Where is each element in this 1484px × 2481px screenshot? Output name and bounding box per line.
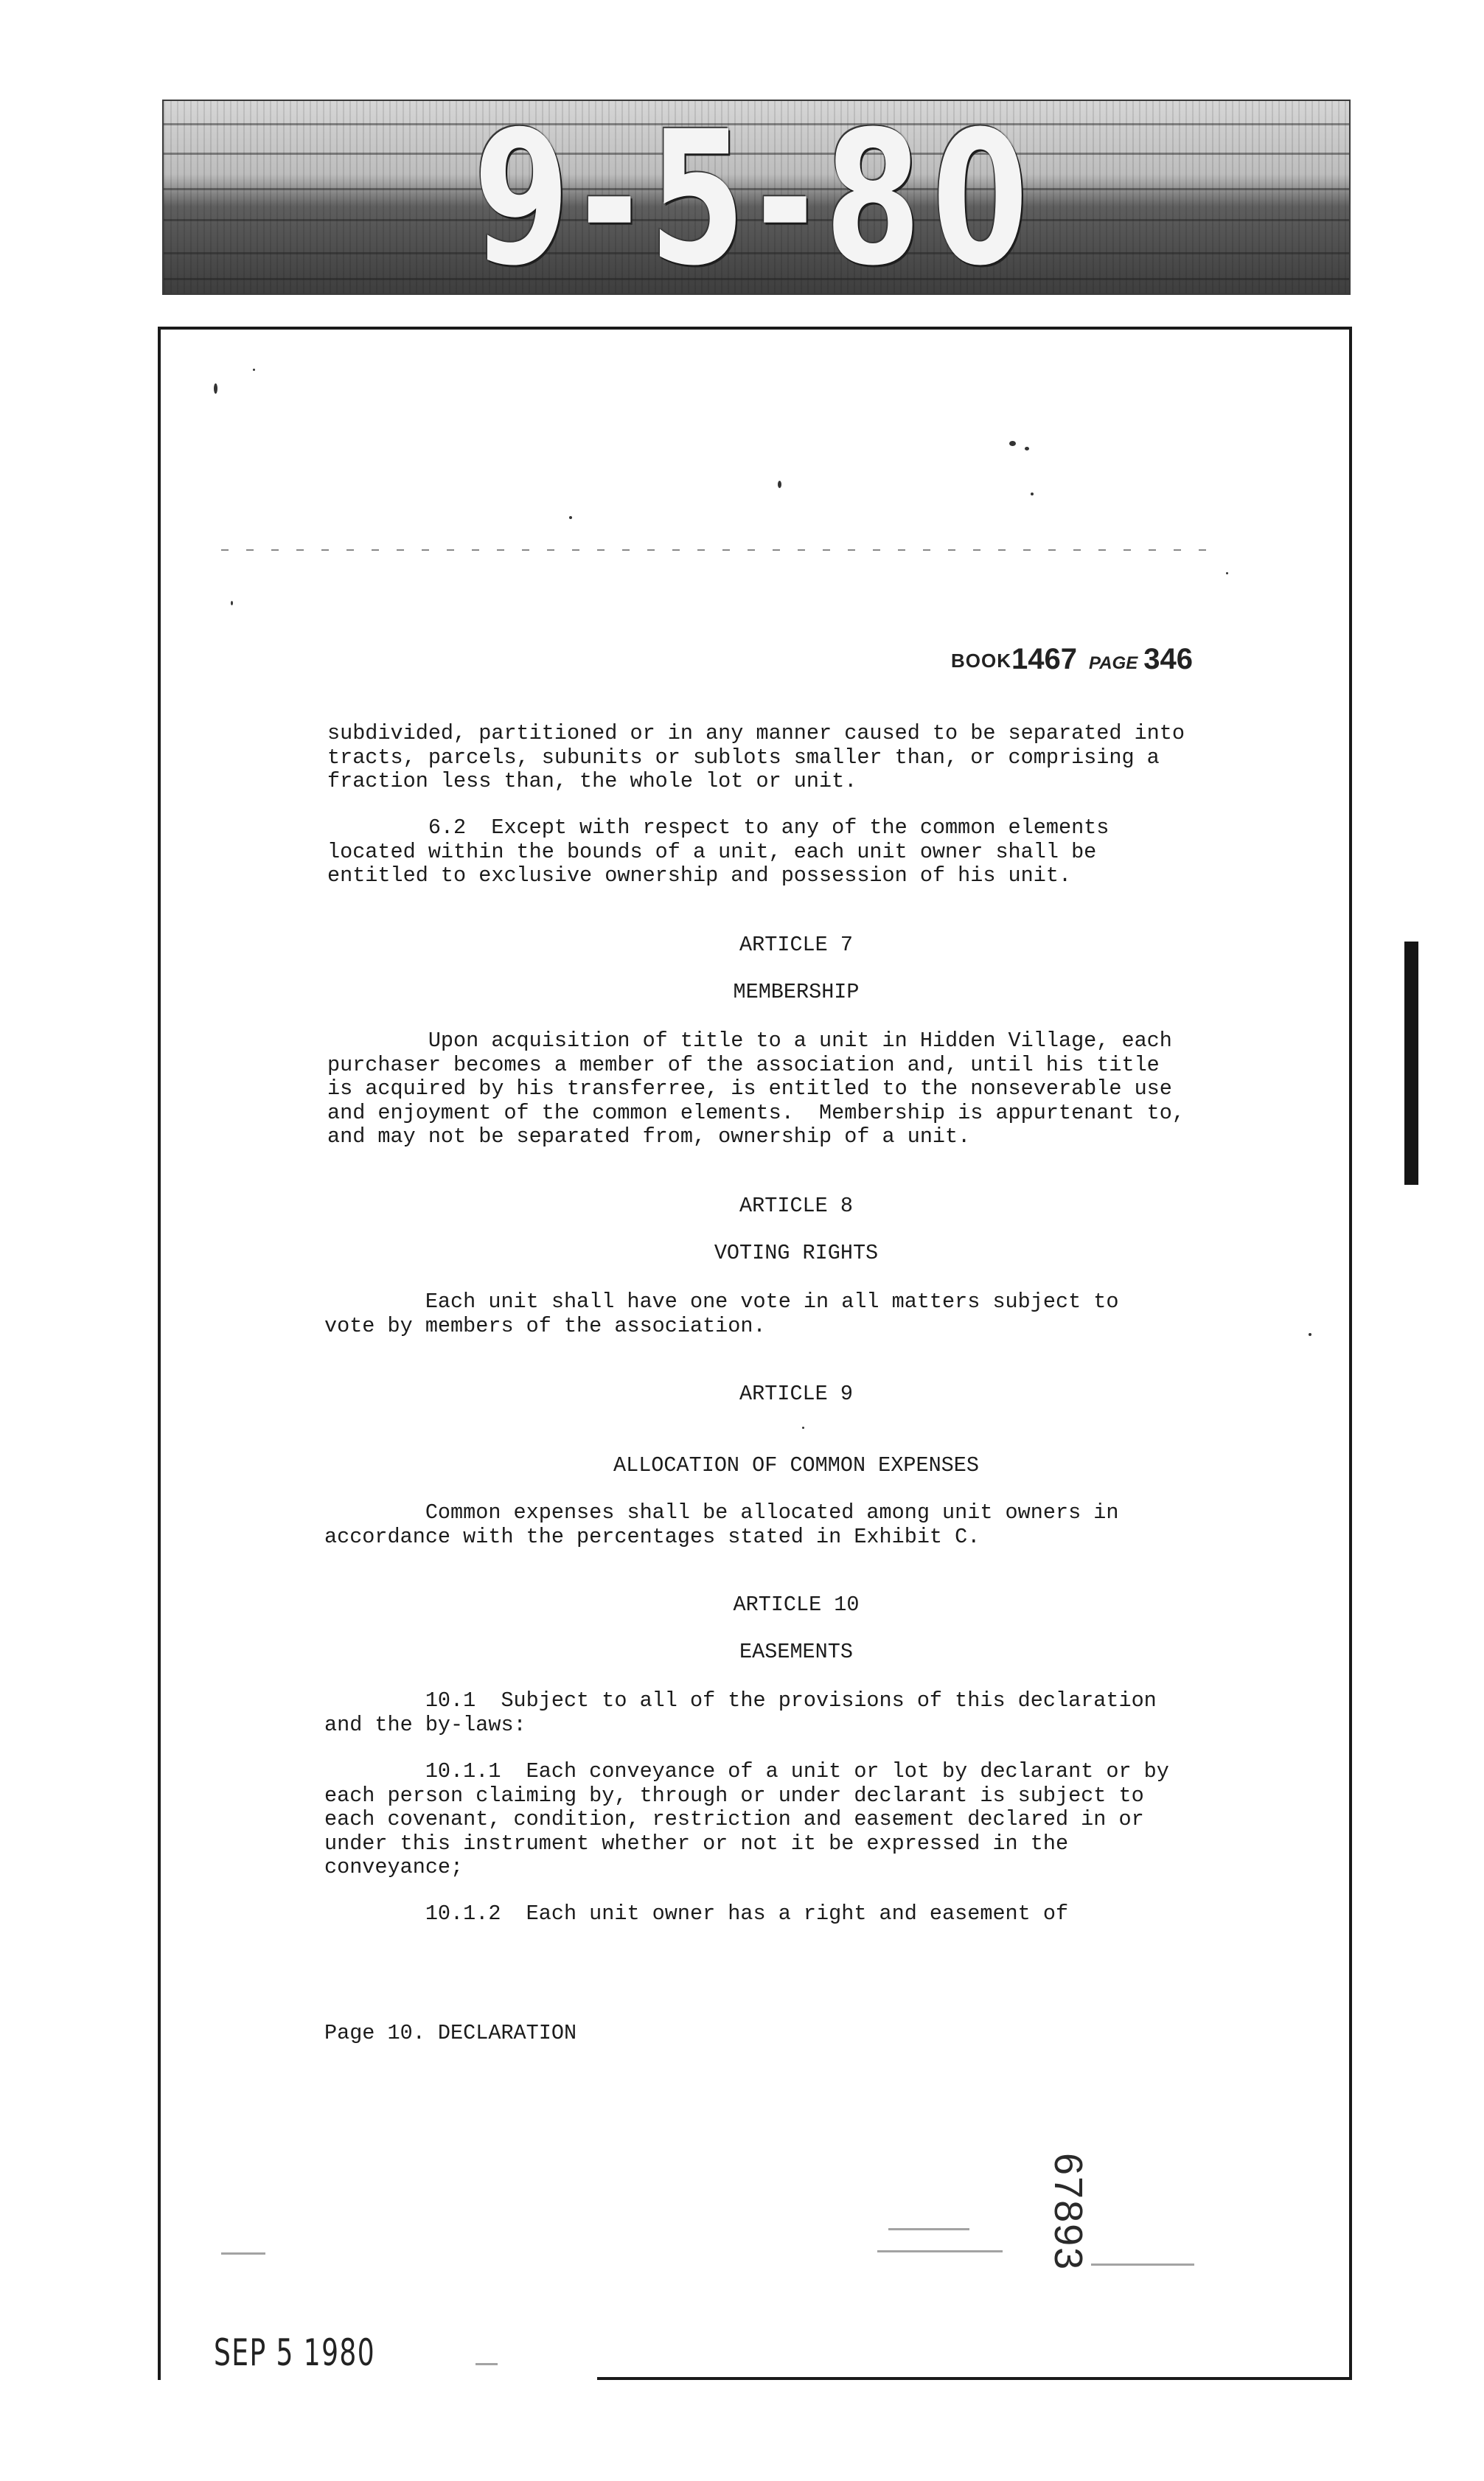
speck: [1009, 441, 1016, 446]
speck: [778, 481, 781, 488]
filing-number-stamp: 67893: [1046, 2153, 1090, 2272]
margin-bar: [1404, 942, 1418, 1185]
page-bottom-rule: [597, 2377, 1352, 2380]
article-7-title: ARTICLE 7: [739, 933, 853, 957]
speck: [802, 1427, 804, 1429]
page-label: PAGE: [1088, 653, 1138, 673]
speck: [214, 383, 217, 394]
paragraph-10-1: 10.1 Subject to all of the provisions of this declaration and the by-laws:: [324, 1688, 1157, 1737]
book-label: BOOK: [951, 650, 1011, 672]
article-9-title: ARTICLE 9: [739, 1382, 853, 1406]
banner-date-text: 9-5-80: [473, 100, 1039, 295]
speck: [1025, 447, 1029, 450]
page-frame: [158, 327, 1352, 2380]
article-9-body: Common expenses shall be allocated among unit owners in accordance with the percentages stated in Exhibit C.: [324, 1500, 1119, 1549]
speck: [569, 516, 572, 519]
scan-noise: [877, 2250, 1003, 2252]
paragraph-10-1-1: 10.1.1 Each conveyance of a unit or lot by declarant or by each person claiming by, through or under declarant is subject to each covenant, condition, restriction and easement declared in or under this instrument whether or not it be expressed in the conveyance;: [324, 1759, 1169, 1879]
speck: [1226, 572, 1228, 574]
paragraph-10-1-2: 10.1.2 Each unit owner has a right and easement of: [324, 1901, 1069, 1926]
scan-noise: [475, 2363, 498, 2365]
article-8-body: Each unit shall have one vote in all matters subject to vote by members of the association.: [324, 1290, 1119, 1338]
date-banner: [162, 100, 1351, 295]
speck: [1309, 1333, 1311, 1336]
article-10-heading: EASEMENTS: [739, 1640, 853, 1664]
article-8-title: ARTICLE 8: [739, 1194, 853, 1218]
article-9-heading: ALLOCATION OF COMMON EXPENSES: [613, 1453, 979, 1478]
speck: [231, 601, 233, 605]
scan-noise: [221, 2252, 265, 2255]
page-number: 346: [1143, 643, 1193, 675]
article-7-heading: MEMBERSHIP: [733, 980, 860, 1004]
speck: [1031, 493, 1034, 495]
article-7-body: Upon acquisition of title to a unit in Hidden Village, each purchaser becomes a member of the association and, until his title is acquired by his transferree, is entitled to the nonseverable use and enjoyment of the common elements. Membership is appurtenant to, and may not be separated from, ownership of a unit.: [327, 1029, 1185, 1149]
paragraph-6-2: 6.2 Except with respect to any of the common elements located within the bounds of a unit, each unit owner shall be entitled to exclusive ownership and possession of his unit.: [327, 815, 1109, 888]
book-page-stamp: [951, 643, 1193, 676]
recording-date-stamp: SEP 5 1980: [214, 2331, 376, 2374]
speck: [253, 369, 255, 371]
article-10-title: ARTICLE 10: [733, 1593, 860, 1617]
scan-noise: [888, 2228, 969, 2230]
paragraph-continued: subdivided, partitioned or in any manner caused to be separated into tracts, parcels, subunits or sublots smaller than, or comprising a fraction less than, the whole lot or unit.: [327, 721, 1185, 793]
book-number: 1467: [1011, 643, 1077, 675]
page-footer: Page 10. DECLARATION: [324, 2021, 577, 2045]
scan-noise-row: [221, 549, 1224, 551]
scan-noise: [1091, 2263, 1194, 2266]
article-8-heading: VOTING RIGHTS: [714, 1241, 879, 1265]
